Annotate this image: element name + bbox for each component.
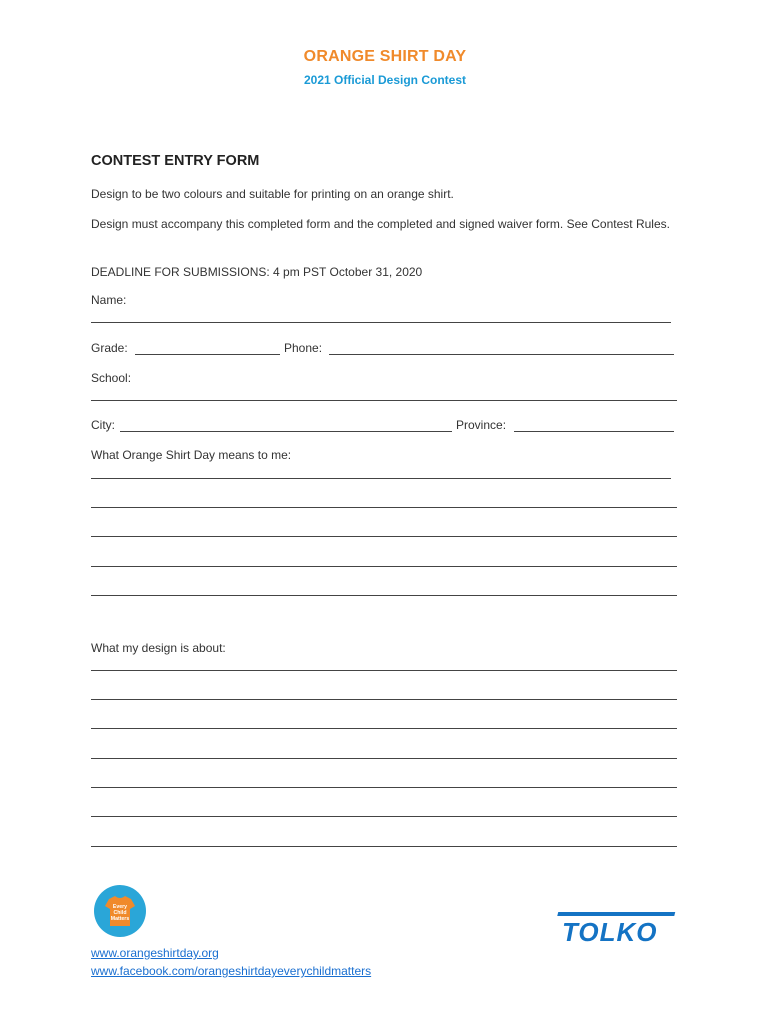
page-subtitle: 2021 Official Design Contest [303,73,467,87]
province-line[interactable] [514,431,674,432]
tolko-logo [556,905,680,950]
tolko-logo-text: TOLKO [562,917,658,945]
instruction-waiver: Design must accompany this completed form and the completed and signed waiver form. See Contest Rules. [91,217,670,231]
badge-text-line: Every [112,904,128,910]
design-line[interactable] [91,670,677,671]
design-label: What my design is about: [91,641,226,655]
school-label: School: [91,371,132,385]
meaning-line[interactable] [91,478,671,479]
meaning-line[interactable] [91,507,677,508]
design-line[interactable] [91,846,677,847]
meaning-line[interactable] [91,595,677,596]
phone-line[interactable] [329,354,674,355]
deadline-text: DEADLINE FOR SUBMISSIONS: 4 pm PST October 31, 2020 [91,265,423,279]
meaning-line[interactable] [91,566,677,567]
name-line[interactable] [91,322,671,323]
badge-text-line: Matters [110,916,130,922]
orange-shirt-icon [94,885,146,937]
facebook-link[interactable]: www.facebook.com/orangeshirtdayeverychildmatters [91,964,372,978]
tolko-logo-mark [556,905,680,945]
every-child-matters-logo [94,885,146,937]
design-line[interactable] [91,758,677,759]
form-heading: CONTEST ENTRY FORM [91,153,260,169]
grade-label: Grade: [91,341,128,355]
footer-links [91,944,371,980]
city-line[interactable] [120,431,452,432]
design-line[interactable] [91,699,677,700]
school-line[interactable] [91,400,677,401]
design-line[interactable] [91,787,677,788]
design-line[interactable] [91,816,677,817]
city-label: City: [91,418,115,432]
grade-line[interactable] [135,354,280,355]
design-line[interactable] [91,728,677,729]
website-link[interactable]: www.orangeshirtday.org [91,946,219,960]
meaning-label: What Orange Shirt Day means to me: [91,448,292,462]
name-label: Name: [91,293,127,307]
instruction-colours: Design to be two colours and suitable for printing on an orange shirt. [91,187,454,201]
province-label: Province: [456,418,507,432]
badge-text-line: Child [113,910,127,916]
meaning-line[interactable] [91,536,677,537]
page-title: ORANGE SHIRT DAY [303,48,467,65]
phone-label: Phone: [284,341,323,355]
